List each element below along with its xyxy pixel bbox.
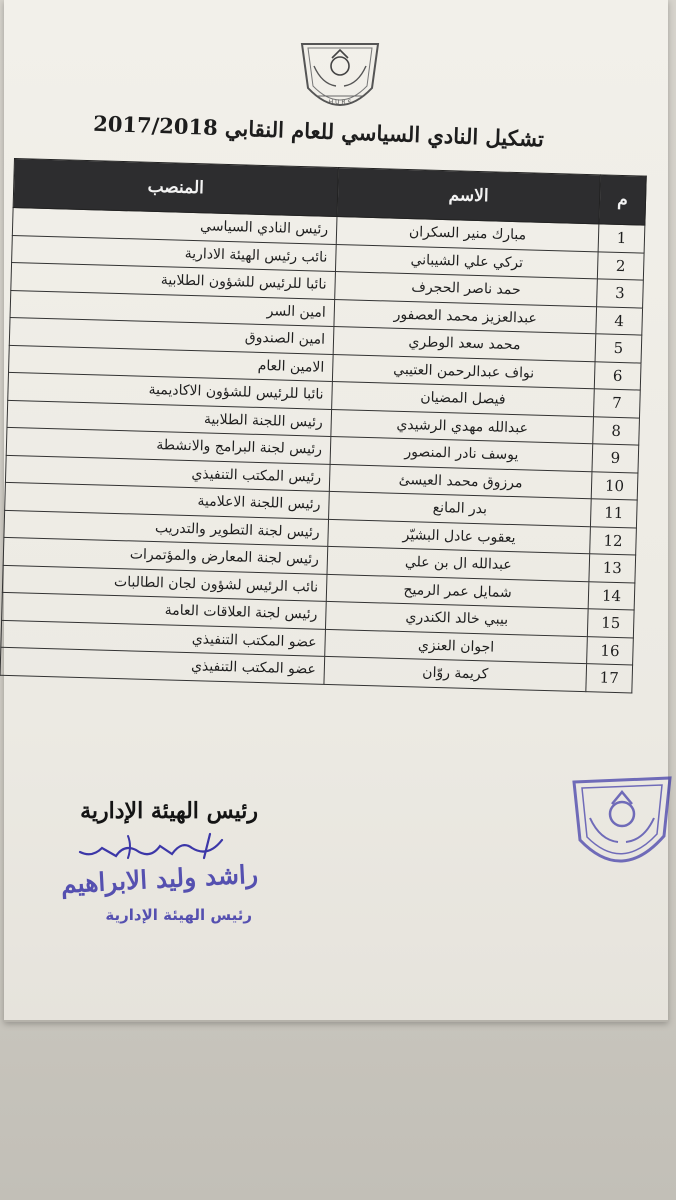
- row-name: مرزوق محمد العيسئ: [329, 464, 592, 499]
- signature-block: [4, 780, 676, 980]
- row-number: 16: [587, 636, 634, 665]
- document-page: [4, 0, 668, 1022]
- title-year: 2017/2018: [92, 110, 219, 141]
- row-name: بيبي خالد الكندري: [325, 601, 588, 636]
- row-name: فيصل المضيان: [332, 381, 595, 416]
- row-number: 5: [595, 334, 642, 363]
- row-position: رئيس اللجنة الاعلامية: [5, 482, 330, 519]
- row-position: نائبا للرئيس للشؤون الطلابية: [11, 262, 336, 299]
- stamp-name: راشد وليد الابراهيم: [60, 859, 259, 899]
- row-number: 12: [590, 526, 637, 555]
- row-number: 9: [592, 444, 639, 473]
- row-name: يوسف نادر المنصور: [330, 436, 593, 471]
- club-logo-icon: [292, 36, 388, 122]
- row-name: مبارك منير السكران: [336, 217, 599, 252]
- row-position: رئيس لجنة المعارض والمؤتمرات: [3, 537, 328, 574]
- row-name: بدر المانع: [329, 491, 592, 526]
- row-name: اجوان العنزي: [325, 629, 588, 664]
- row-number: 10: [591, 471, 638, 500]
- members-table: [0, 158, 647, 693]
- row-position: رئيس لجنة البرامج والانشطة: [6, 427, 331, 464]
- row-position: نائب الرئيس لشؤون لجان الطالبات: [2, 565, 327, 602]
- row-number: 3: [597, 279, 644, 308]
- row-name: تركي علي الشيباني: [335, 244, 598, 279]
- row-number: 2: [597, 251, 644, 280]
- stamp-role: رئيس الهيئة الإدارية: [105, 906, 252, 924]
- row-position: نائبا للرئيس للشؤون الاكاديمية: [8, 372, 333, 409]
- document-title: [92, 110, 545, 152]
- members-table-wrap: [0, 158, 656, 693]
- row-number: 1: [598, 224, 645, 253]
- row-number: 8: [593, 416, 640, 445]
- title-text: تشكيل النادي السياسي للعام النقابي: [224, 115, 545, 152]
- row-position: رئيس اللجنة الطلابية: [7, 400, 332, 437]
- header-position: المنصب: [13, 159, 338, 217]
- table-body: [0, 207, 645, 692]
- row-name: عبدالله ال بن علي: [327, 546, 590, 581]
- row-number: 7: [594, 389, 641, 418]
- header-name: الاسم: [337, 168, 600, 224]
- row-number: 13: [589, 554, 636, 583]
- row-name: حمد ناصر الحجرف: [335, 272, 598, 307]
- row-position: رئيس لجنة العلاقات العامة: [2, 592, 327, 629]
- row-name: شمايل عمر الرميح: [326, 574, 589, 609]
- row-name: محمد سعد الوطري: [333, 326, 596, 361]
- row-number: 4: [596, 306, 643, 335]
- row-position: الامين العام: [9, 345, 334, 382]
- row-number: 11: [590, 499, 637, 528]
- row-position: رئيس النادي السياسي: [12, 207, 337, 244]
- row-position: نائب رئيس الهيئة الادارية: [12, 235, 337, 272]
- row-position: امين السر: [10, 290, 335, 327]
- row-name: عبدالله مهدي الرشيدي: [331, 409, 594, 444]
- row-position: امين الصندوق: [9, 317, 334, 354]
- row-position: رئيس لجنة التطوير والتدريب: [4, 510, 329, 547]
- row-number: 17: [586, 664, 633, 693]
- row-position: عضو المكتب التنفيذي: [1, 620, 326, 657]
- row-position: رئيس المكتب التنفيذي: [5, 455, 330, 492]
- header-number: م: [599, 175, 646, 225]
- row-name: يعقوب عادل البشيّر: [328, 519, 591, 554]
- row-name: نواف عبدالرحمن العتيبي: [332, 354, 595, 389]
- row-number: 14: [588, 581, 635, 610]
- signer-title: رئيس الهيئة الإدارية: [80, 798, 258, 824]
- row-name: كريمة روّان: [324, 656, 587, 691]
- row-name: عبدالعزيز محمد العصفور: [334, 299, 597, 334]
- row-number: 15: [587, 609, 634, 638]
- row-position: عضو المكتب التنفيذي: [0, 647, 325, 684]
- svg-text:H U R S: H U R S: [328, 99, 352, 106]
- row-number: 6: [594, 361, 641, 390]
